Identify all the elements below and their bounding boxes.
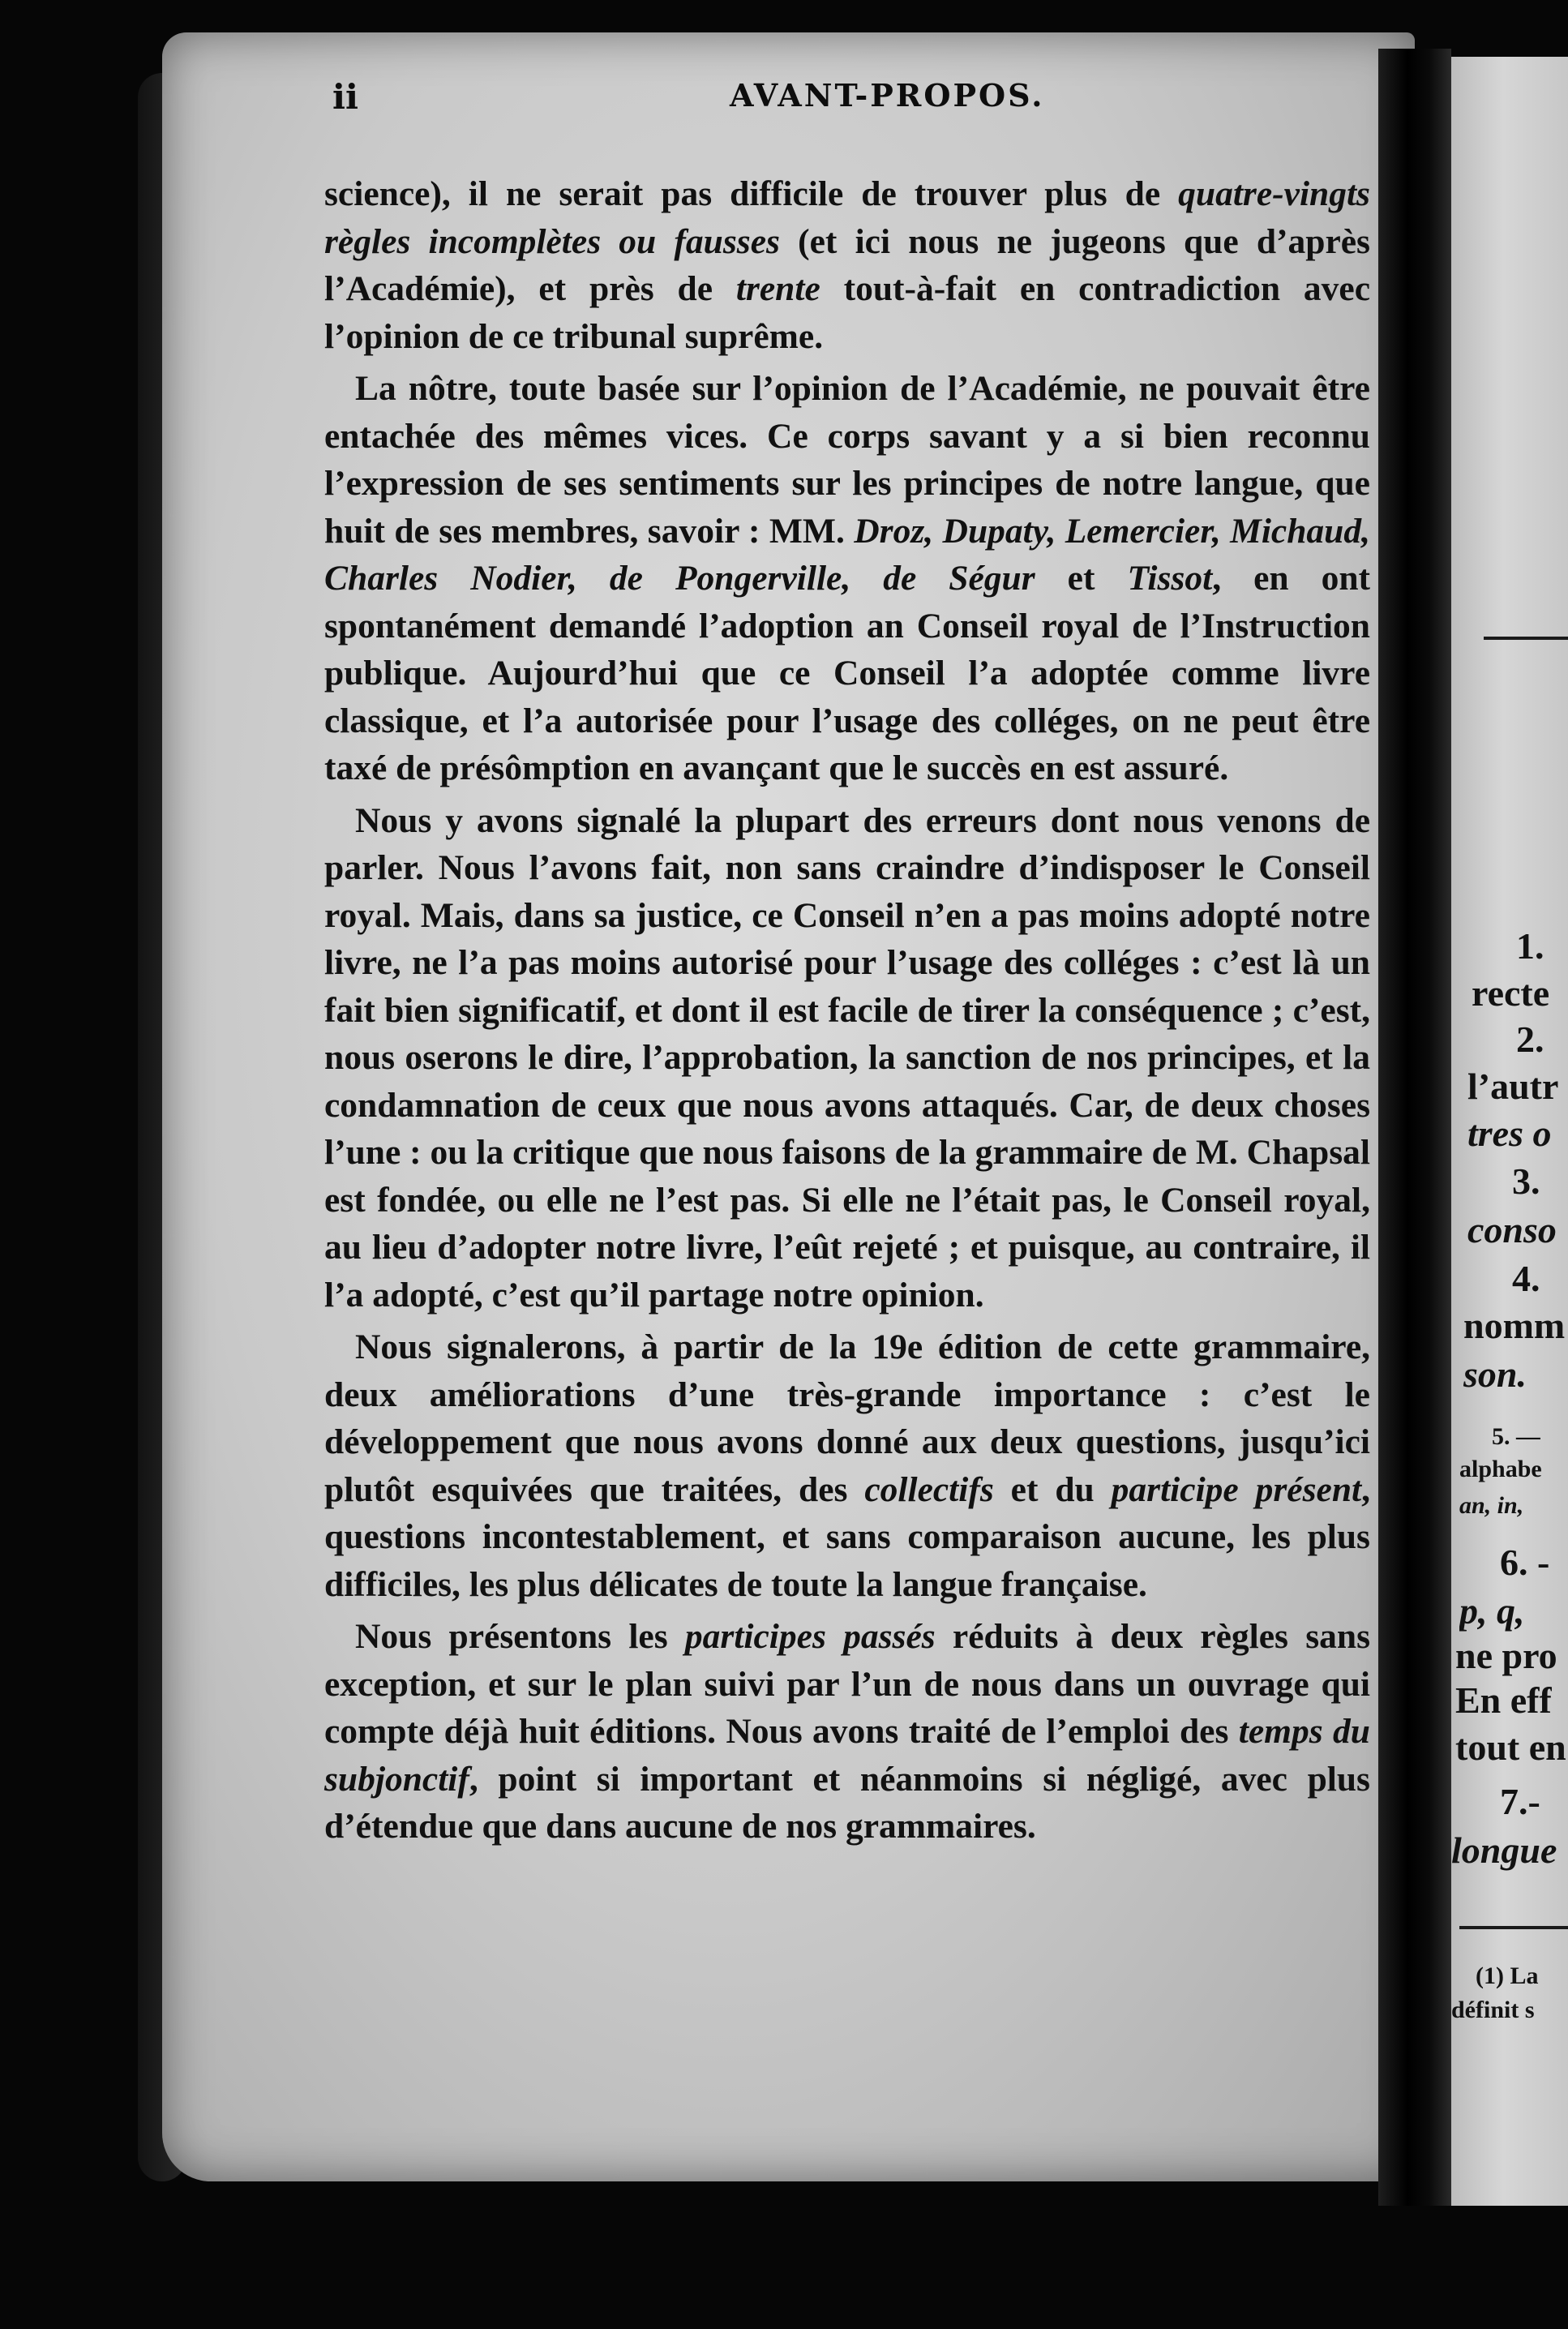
page-number: ii	[332, 77, 358, 117]
facing-page-fragment: l’autr	[1467, 1066, 1559, 1107]
italic-text: quatre-vingts règles incomplètes ou fausses	[324, 174, 1370, 261]
facing-page-fragment: tout en	[1455, 1726, 1566, 1768]
facing-page-fragment: (1) La	[1476, 1962, 1539, 1989]
facing-page-fragment: 7.-	[1500, 1781, 1540, 1822]
facing-page-fragment: alphabe	[1459, 1456, 1542, 1482]
italic-text: participe présent	[1111, 1469, 1362, 1509]
running-title: AVANT-PROPOS.	[730, 77, 1045, 114]
text-run: (et ici nous ne jugeons que d’après l’Académie), et près de	[324, 221, 1370, 308]
italic-text: collectifs	[864, 1469, 994, 1509]
paragraph	[324, 797, 1370, 1319]
text-run: Nous y avons signalé la plupart des erreurs dont nous venons de parler. Nous l’avons fait, non sans craindre d’indisposer le Conseil royal. Mais, dans sa justice, ce Conseil n’en a pas moins adopté notre livre, ne l’a pas moins autorisé pour l’usage des colléges : c’est là un fait bien significatif, et dont il est facile de tirer la conséquence ; c’est, nous oserons le dire, l’approbation, la sanction de nos principes, et la condamnation de ceux que nous avons attaqués. Car, de deux choses l’une : ou la critique que nous faisons de la grammaire de M. Chapsal est fondée, ou elle ne l’est pas. Si elle ne l’était pas, le Conseil royal, au lieu d’adopter notre livre, l’eût rejeté ; et puisque, au contraire, il l’a adopté, c’est qu’il partage notre opinion.	[324, 800, 1370, 1315]
facing-page-fragment: 4.	[1512, 1258, 1540, 1299]
italic-text: temps du subjonctif	[324, 1712, 1370, 1799]
text-run: tout-à-fait en contradiction avec l’opinion de ce tribunal suprême.	[324, 269, 1370, 356]
facing-page-fragment: ne pro	[1455, 1635, 1557, 1676]
paragraph	[324, 1323, 1370, 1608]
facing-page-fragment: son.	[1463, 1353, 1527, 1395]
text-run: La nôtre, toute basée sur l’opinion de l’Académie, ne pouvait être entachée des mêmes vices. Ce corps savant y a si bien reconnu l’expression de ses sentiments sur les principes de notre langue, que huit de ses membres, savoir : MM.	[324, 369, 1370, 551]
facing-page-fragment: 6. -	[1500, 1542, 1550, 1583]
facing-page-fragment: 1.	[1516, 925, 1544, 967]
facing-page-fragment: 5. —	[1492, 1423, 1540, 1450]
italic-text: Droz, Dupaty, Lemercier, Michaud, Charles Nodier, de Pongerville, de Ségur	[324, 511, 1370, 598]
italic-text: trente	[735, 269, 820, 308]
page-header	[332, 77, 1386, 126]
facing-page-rule	[1484, 637, 1568, 640]
facing-page-fragment: p, q,	[1459, 1590, 1525, 1632]
facing-page-fragment: conso	[1467, 1209, 1557, 1250]
paragraph	[324, 1613, 1370, 1851]
italic-text: Tissot	[1127, 559, 1213, 598]
text-run: réduits à deux règles sans exception, et sur le plan suivi par l’un de nous dans un ouvrage qui compte déjà huit éditions. Nous avons traité de l’emploi des	[324, 1617, 1371, 1751]
paragraph	[324, 170, 1370, 360]
facing-page-fragment: 2.	[1516, 1019, 1544, 1060]
facing-page-fragment: recte	[1472, 972, 1550, 1014]
text-run: science), il ne serait pas difficile de trouver plus de	[324, 174, 1179, 213]
facing-page-fragment: longue	[1451, 1829, 1557, 1871]
text-run: et du	[993, 1469, 1112, 1509]
body-text	[324, 170, 1370, 1851]
text-run: Nous présentons les	[355, 1617, 685, 1656]
text-run: , en ont spontanément demandé l’adoption an Conseil royal de l’Instruction publique. Aujourd’hui que ce Conseil l’a adoptée comme livre classique, et l’a autorisée pour l’usage des colléges, on ne peut être taxé de présômption en avançant que le succès en est assuré.	[324, 559, 1371, 787]
paragraph	[324, 365, 1370, 792]
text-run: et	[1035, 559, 1128, 598]
italic-text: participes passés	[684, 1617, 936, 1656]
facing-page-fragment: En eff	[1455, 1679, 1552, 1721]
book-gutter	[1378, 49, 1451, 2206]
facing-page-fragment: nomm	[1463, 1305, 1566, 1346]
facing-page-fragment: tres o	[1467, 1113, 1552, 1154]
facing-page-fragment: an, in,	[1459, 1492, 1524, 1519]
facing-page-fragment: définit s	[1451, 1997, 1535, 2023]
text-run: , point si important et néanmoins si négligé, avec plus d’étendue que dans aucune de nos grammaires.	[324, 1759, 1370, 1846]
facing-page-fragment: 3.	[1512, 1160, 1540, 1202]
text-run: , questions incontestablement, et sans comparaison aucune, les plus difficiles, les plus délicates de toute la langue française.	[324, 1469, 1370, 1604]
text-run: Nous signalerons, à partir de la 19e édition de cette grammaire, deux améliorations d’une très-grande importance : c’est le développement que nous avons donné aux deux questions, jusqu’ici plutôt esquivées que traitées, des	[324, 1327, 1370, 1509]
facing-page-footnote-rule	[1459, 1926, 1568, 1929]
